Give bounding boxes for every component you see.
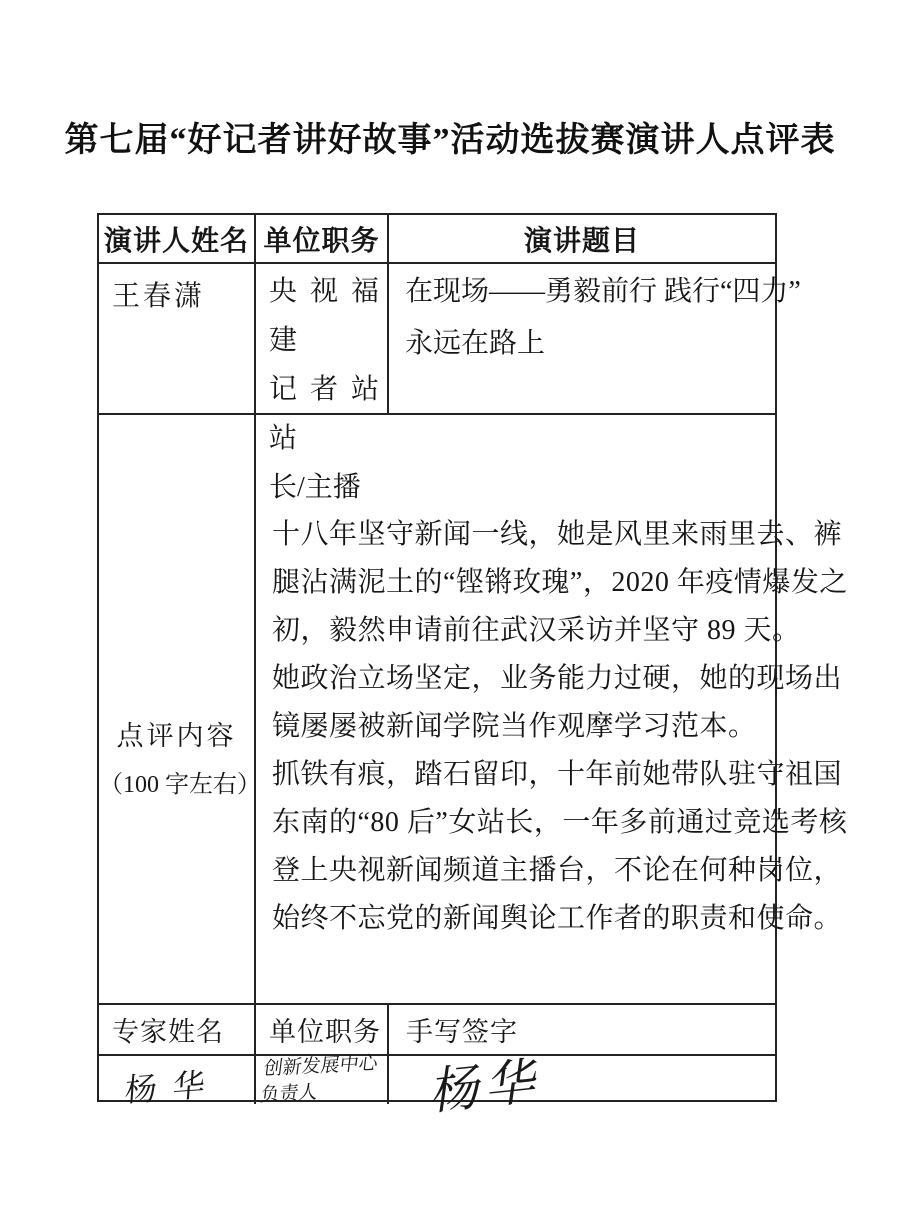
review-content-line: 镜屡屡被新闻学院当作观摩学习范本。 [272, 711, 757, 742]
expert-name-handwriting: 杨华 [123, 1065, 223, 1109]
expert-unit-handwriting-line: 负责人 [259, 1082, 319, 1107]
speech-title-line: 在现场——勇毅前行 践行“四力” [405, 276, 801, 307]
header-speech-title-label: 演讲题目 [523, 225, 640, 257]
handwritten-signature-header-label: 手写签字 [406, 1017, 518, 1047]
review-content-line: 登上央视新闻频道主播台，不论在何种岗位， [272, 855, 843, 886]
speaker-name-cell [99, 264, 256, 415]
unit-position-line: 长/主播 [269, 472, 361, 503]
review-content-line: 腿沾满泥土的“铿锵玫瑰”，2020 年疫情爆发之 [272, 567, 848, 598]
signature-cell [389, 1051, 775, 1121]
expert-unit-handwriting [259, 1051, 379, 1109]
expert-unit-header-cell [256, 1005, 389, 1056]
review-content-line: 她政治立场坚定，业务能力过硬，她的现场出 [272, 663, 843, 694]
header-unit-position-label: 单位职务 [263, 225, 380, 257]
review-label-cell [99, 415, 261, 1005]
header-speech-title [389, 215, 775, 264]
handwritten-signature-header-cell [389, 1005, 775, 1056]
speech-title-cell [389, 264, 801, 415]
review-form-table [97, 213, 848, 1121]
header-speaker-name-label: 演讲人姓名 [103, 225, 249, 257]
speech-title-line: 永远在路上 [405, 328, 546, 359]
review-content-line: 抓铁有痕，踏石留印，十年前她带队驻守祖国 [272, 759, 843, 790]
header-speaker-name [99, 215, 256, 264]
header-unit-position [256, 215, 389, 264]
expert-name-signature-cell [99, 1056, 256, 1109]
review-content-line: 东南的“80 后”女站长，一年多前通过竞选考核 [272, 807, 848, 838]
review-content-line: 始终不忘党的新闻舆论工作者的职责和使命。 [272, 903, 843, 934]
expert-name-header-cell [99, 1005, 256, 1056]
unit-position-line: 记者站站 [269, 374, 379, 454]
review-content-cell [256, 415, 848, 1005]
expert-name-header-label: 专家姓名 [112, 1017, 224, 1047]
expert-unit-header-label: 单位职务 [269, 1017, 381, 1047]
review-label-hint: （100 字左右） [99, 772, 261, 798]
speaker-unit-position-cell [256, 264, 389, 503]
expert-signature-handwriting: 杨华 [428, 1051, 549, 1121]
page-title: 第七届“好记者讲好故事”活动选拔赛演讲人点评表 [64, 122, 836, 159]
expert-unit-signature-cell [256, 1052, 389, 1107]
review-content-line: 初，毅然申请前往武汉采访并坚守 89 天。 [272, 615, 801, 646]
review-content-line: 十八年坚守新闻一线，她是风里来雨里去、裤 [272, 519, 843, 550]
speaker-name: 王春潇 [112, 281, 206, 312]
review-label: 点评内容 [116, 721, 237, 751]
unit-position-line: 央视福建 [269, 276, 379, 356]
expert-unit-handwriting-line: 创新发展中心 [262, 1052, 379, 1080]
